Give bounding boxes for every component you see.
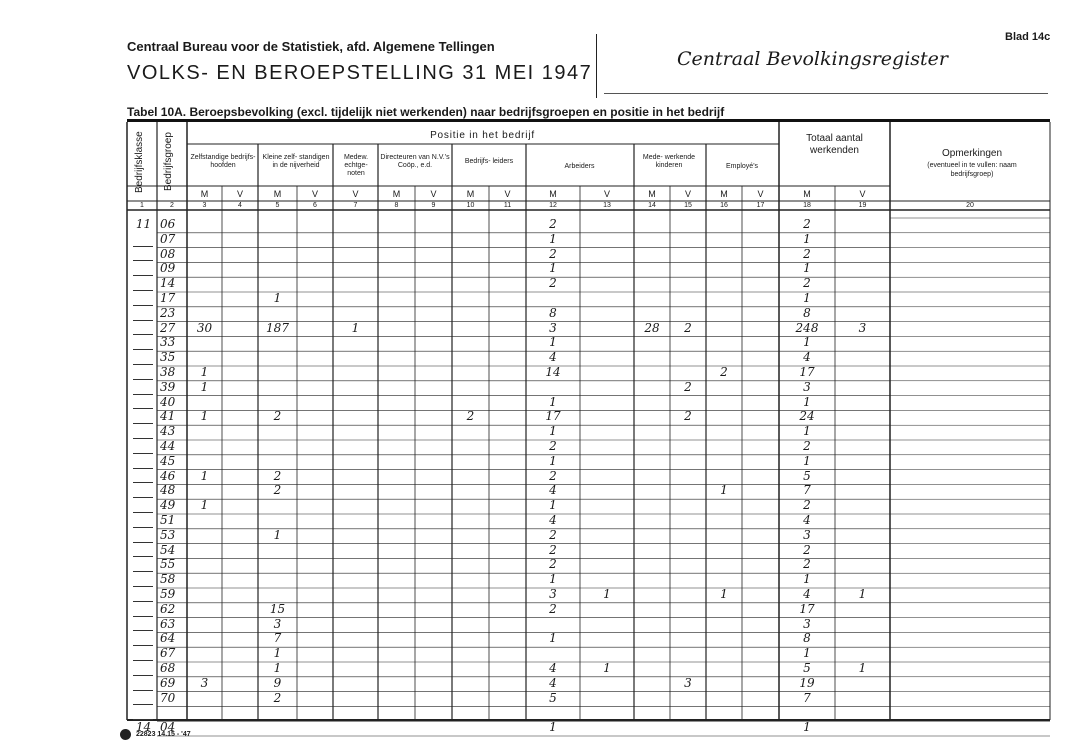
cell-tot-m: 1: [803, 261, 811, 276]
cell-zelf-m: 1: [200, 365, 209, 379]
cell-arb-m: 1: [549, 231, 557, 246]
cell-tot-m: 24: [799, 409, 815, 424]
cell-tot-m: 2: [803, 276, 811, 291]
row-klasse-dash: [133, 527, 153, 528]
col-number: 9: [431, 202, 436, 209]
row-bedrijfsgroep: 54: [160, 542, 176, 557]
row-bedrijfsgroep: 35: [160, 350, 176, 365]
row-bedrijfsgroep: 39: [160, 379, 176, 394]
cell-tot-m: 2: [803, 217, 811, 231]
cell-tot-m: 1: [803, 394, 811, 409]
row-bedrijfsgroep: 49: [160, 498, 176, 513]
row-klasse-dash: [133, 690, 153, 691]
row-klasse-dash: [133, 586, 153, 587]
census-title: VOLKS- EN BEROEPSTELLING 31 MEI 1947: [127, 62, 593, 84]
cell-tot-m: 17: [799, 365, 815, 379]
cell-zelf-m: 1: [200, 379, 209, 394]
row-klasse-dash: [133, 305, 153, 306]
col-bedrijfsklasse: Bedrijfsklasse: [134, 131, 145, 193]
row-bedrijfsgroep: 17: [160, 291, 176, 305]
cell-klein-m: 1: [273, 291, 282, 305]
cell-tot-m: 4: [803, 513, 811, 527]
cell-tot-m: 1: [803, 453, 811, 468]
col-number: 10: [466, 202, 475, 209]
row-klasse-dash: [133, 482, 153, 483]
col-bedrijfsleiders: Bedrijfs- leiders: [464, 158, 514, 165]
cell-tot-m: 1: [803, 646, 811, 661]
row-klasse-dash: [133, 571, 153, 572]
col-v-label: V: [757, 189, 764, 199]
cell-tot-m: 5: [803, 468, 811, 483]
cell-arb-m: 3: [549, 320, 557, 335]
blad-number: 14: [1031, 31, 1045, 43]
row-klasse-dash: [133, 556, 153, 557]
cell-tot-m: 1: [803, 291, 811, 305]
row-bedrijfsgroep: 51: [160, 513, 176, 527]
cell-arb-m: 2: [549, 468, 557, 483]
col-number: 17: [756, 202, 765, 209]
row-klasse-dash: [133, 453, 153, 454]
cell-tot-m: 3: [803, 616, 811, 631]
bureau-name: Centraal Bureau voor de Statistiek, afd. Algemene Tellingen: [127, 39, 495, 54]
cell-emp-m: 2: [720, 365, 728, 379]
cell-klein-m: 187: [266, 320, 289, 335]
col-opmerkingen: Opmerkingen: [941, 148, 1003, 159]
col-m-label: M: [392, 189, 401, 199]
cell-arb-m: 17: [545, 409, 561, 424]
cell-arb-m: 4: [549, 661, 557, 675]
row-bedrijfsgroep: 23: [160, 305, 176, 320]
row-bedrijfsgroep: 38: [160, 365, 176, 379]
col-number: 11: [503, 202, 512, 209]
row-klasse-dash: [133, 438, 153, 439]
col-number: 5: [275, 202, 280, 209]
col-v-label: V: [859, 189, 866, 199]
cell-klein-m: 1: [273, 646, 282, 661]
cell-arb-v: 1: [603, 587, 611, 601]
col-number: 1: [140, 202, 144, 209]
cell-zelf-m: 1: [200, 409, 209, 424]
cell-arb-m: 1: [549, 261, 557, 276]
row-bedrijfsgroep: 64: [160, 631, 176, 646]
cell-zelf-m: 3: [200, 675, 209, 690]
cell-emp-m: 1: [720, 483, 728, 498]
cell-klein-m: 15: [269, 601, 286, 616]
row-bedrijfsgroep: 08: [160, 246, 176, 261]
row-bedrijfsgroep: 58: [160, 572, 176, 587]
cell-tot-v: 3: [858, 320, 867, 335]
cell-tot-m: 2: [803, 246, 811, 261]
row-bedrijfsgroep: 48: [160, 483, 176, 498]
cell-tot-m: 17: [799, 601, 815, 616]
cell-emp-m: 1: [720, 587, 728, 601]
col-v-label: V: [603, 189, 610, 199]
cell-tot-m: 4: [803, 587, 811, 601]
row-klasse-dash: [133, 364, 153, 365]
col-number: 8: [394, 202, 399, 209]
col-v-label: V: [430, 189, 437, 199]
row-bedrijfsgroep: 68: [160, 661, 176, 675]
cell-arb-m: 1: [549, 424, 557, 439]
cell-arb-m: 1: [549, 335, 557, 350]
row-klasse-dash: [133, 660, 153, 661]
cell-tot-m: 7: [803, 690, 811, 705]
cell-zelf-m: 1: [200, 468, 209, 483]
cell-tot-m: 4: [803, 350, 811, 365]
cell-zelf-m: 1: [200, 498, 209, 513]
col-totaal: Totaal aantal werkenden: [806, 133, 863, 156]
cell-arb-m: 8: [549, 305, 557, 320]
col-zelfstandige: Zelfstandige bedrijfs- hoofden: [190, 154, 256, 169]
col-number: 14: [648, 202, 656, 209]
cell-klein-m: 3: [273, 616, 282, 631]
col-number: 19: [858, 202, 867, 209]
print-code: 22823 14.15 - '47: [136, 731, 191, 738]
col-number: 2: [170, 202, 174, 209]
col-m-label: M: [549, 189, 557, 199]
row-klasse-dash: [133, 379, 153, 380]
cell-zelf-m: 30: [196, 320, 213, 335]
col-number: 6: [313, 202, 317, 209]
cell-medew-v: 1: [351, 320, 360, 335]
row-klasse-dash: [133, 408, 153, 409]
row-bedrijfsgroep: 41: [160, 409, 176, 424]
cell-mede-m: 28: [644, 320, 660, 335]
col-employes: Employé's: [725, 163, 759, 170]
col-m-label: M: [720, 189, 728, 199]
col-v-label: V: [236, 189, 243, 199]
register-handwriting: Centraal Bevolkingsregister: [677, 48, 948, 70]
row-klasse-dash: [133, 394, 153, 395]
col-medew: Medew. echtge- noten: [343, 154, 369, 177]
cell-tot-m: 3: [803, 527, 811, 542]
col-m-label: M: [803, 189, 811, 199]
row-bedrijfsgroep: 14: [160, 276, 176, 291]
cell-klein-m: 1: [273, 527, 282, 542]
cell-tot-m: 2: [803, 542, 811, 557]
cell-tot-m: 248: [795, 320, 819, 335]
row-bedrijfsgroep: 67: [160, 646, 176, 661]
col-v-label: V: [504, 189, 511, 199]
cell-arb-m: 4: [549, 350, 557, 365]
col-m-label: M: [648, 189, 656, 199]
cell-tot-m: 7: [803, 483, 811, 498]
row-bedrijfsgroep: 40: [160, 394, 176, 409]
col-number: 20: [966, 202, 974, 209]
printer-seal-icon: [120, 729, 131, 740]
cell-tot-m: 1: [803, 231, 811, 246]
table-title: Tabel 10A. Beroepsbevolking (excl. tijdelijk niet werkenden) naar bedrijfsgroepen en positie in het bedrijf: [127, 105, 725, 119]
col-number: 12: [549, 202, 557, 209]
cell-arb-m: 1: [549, 572, 557, 587]
cell-tot-m: 1: [803, 335, 811, 350]
col-mede: Mede- werkende kinderen: [642, 154, 696, 169]
col-arbeiders: Arbeiders: [564, 163, 595, 170]
cell-klein-m: 2: [273, 690, 282, 705]
row-bedrijfsgroep: 33: [160, 335, 176, 350]
cell-klein-m: 9: [273, 675, 282, 690]
col-bedrijfsgroep: Bedrijfsgroep: [163, 132, 174, 192]
col-number: 16: [720, 202, 728, 209]
row-bedrijfsgroep: 53: [160, 527, 176, 542]
col-directeuren: Directeuren van N.V.'s Coöp., e.d.: [380, 154, 450, 169]
cell-arb-m: 2: [549, 527, 557, 542]
cell-bedl-m: 2: [466, 409, 475, 424]
row-bedrijfsgroep: 43: [160, 424, 176, 439]
cell-arb-m: 5: [549, 690, 557, 705]
cell-arb-m: 2: [549, 246, 557, 261]
row-klasse-dash: [133, 334, 153, 335]
row-klasse-dash: [133, 290, 153, 291]
cell-arb-m: 1: [549, 498, 557, 513]
row-bedrijfsgroep: 59: [160, 587, 176, 601]
cell-tot-m: 1: [803, 720, 811, 735]
col-v-label: V: [352, 189, 359, 199]
cell-klein-m: 2: [273, 409, 282, 424]
cell-tot-m: 19: [799, 675, 815, 690]
col-v-label: V: [684, 189, 691, 199]
row-bedrijfsgroep: 44: [160, 439, 176, 453]
row-klasse-dash: [133, 675, 153, 676]
cell-mede-v: 3: [684, 675, 692, 690]
col-number: 4: [238, 202, 242, 209]
col-number: 3: [202, 202, 207, 209]
row-klasse-dash: [133, 542, 153, 543]
row-klasse-dash: [133, 704, 153, 705]
col-number: 7: [353, 202, 358, 209]
cell-arb-m: 2: [549, 542, 557, 557]
row-klasse-dash: [133, 497, 153, 498]
col-number: 13: [603, 202, 611, 209]
cell-arb-m: 2: [549, 217, 557, 231]
col-positie: Positie in het bedrijf: [430, 130, 535, 141]
cell-arb-m: 1: [549, 453, 557, 468]
cell-arb-m: 4: [549, 513, 557, 527]
cell-klein-m: 2: [273, 468, 282, 483]
cell-tot-v: 1: [858, 661, 867, 675]
cell-arb-m: 14: [545, 365, 561, 379]
cell-tot-m: 2: [803, 557, 811, 572]
row-bedrijfsgroep: 27: [160, 320, 176, 335]
row-klasse-dash: [133, 423, 153, 424]
row-bedrijfsgroep: 62: [160, 601, 176, 616]
row-bedrijfsgroep: 70: [160, 690, 176, 705]
cell-arb-m: 4: [549, 483, 557, 498]
row-klasse-dash: [133, 468, 153, 469]
row-klasse-dash: [133, 260, 153, 261]
row-bedrijfsgroep: 45: [160, 453, 176, 468]
cell-arb-m: 1: [549, 720, 557, 735]
cell-arb-m: 3: [549, 587, 557, 601]
cell-arb-m: 1: [549, 631, 557, 646]
col-m-label: M: [273, 189, 282, 199]
row-bedrijfsgroep: 04: [160, 720, 176, 735]
cell-mede-v: 2: [684, 409, 692, 424]
row-klasse-dash: [133, 246, 153, 247]
cell-arb-m: 2: [549, 439, 557, 453]
row-klasse-dash: [133, 616, 153, 617]
row-bedrijfsklasse: 11: [135, 217, 152, 231]
cell-tot-m: 1: [803, 572, 811, 587]
col-number: 18: [803, 202, 811, 209]
col-m-label: M: [466, 189, 475, 199]
cell-arb-m: 2: [549, 601, 557, 616]
col-m-label: M: [200, 189, 209, 199]
row-bedrijfsgroep: 55: [160, 557, 176, 572]
cell-klein-m: 1: [273, 661, 282, 675]
cell-mede-v: 2: [684, 320, 692, 335]
row-bedrijfsgroep: 63: [160, 616, 176, 631]
cell-tot-m: 1: [803, 424, 811, 439]
row-klasse-dash: [133, 630, 153, 631]
row-bedrijfsgroep: 09: [160, 261, 176, 276]
blad-text: Blad: [1005, 31, 1029, 43]
cell-tot-m: 2: [803, 439, 811, 453]
col-v-label: V: [311, 189, 318, 199]
cell-klein-m: 7: [273, 631, 282, 646]
row-klasse-dash: [133, 512, 153, 513]
cell-tot-m: 5: [803, 661, 811, 675]
row-bedrijfsgroep: 07: [160, 231, 176, 246]
blad-suffix: c: [1044, 31, 1051, 43]
col-kleine: Kleine zelf- standigen in de nijverheid: [262, 154, 330, 169]
row-klasse-dash: [133, 349, 153, 350]
cell-tot-v: 1: [858, 587, 867, 601]
col-number: 15: [684, 202, 692, 209]
cell-tot-m: 3: [803, 379, 811, 394]
cell-tot-m: 8: [803, 305, 811, 320]
cell-arb-m: 2: [549, 557, 557, 572]
cell-arb-m: 4: [549, 675, 557, 690]
row-bedrijfsgroep: 69: [160, 675, 176, 690]
row-klasse-dash: [133, 645, 153, 646]
cell-mede-v: 2: [684, 379, 692, 394]
cell-klein-m: 2: [273, 483, 282, 498]
cell-tot-m: 2: [803, 498, 811, 513]
row-bedrijfsklasse: 14: [135, 720, 152, 735]
row-klasse-dash: [133, 275, 153, 276]
cell-tot-m: 8: [803, 631, 811, 646]
cell-arb-v: 1: [603, 661, 611, 675]
col-opmerkingen-note: (eventueel in te vullen: naam bedrijfsgroep): [927, 162, 1017, 178]
cell-arb-m: 1: [549, 394, 557, 409]
row-klasse-dash: [133, 320, 153, 321]
row-bedrijfsgroep: 06: [160, 217, 176, 231]
row-bedrijfsgroep: 46: [160, 468, 176, 483]
row-klasse-dash: [133, 601, 153, 602]
cell-arb-m: 2: [549, 276, 557, 291]
